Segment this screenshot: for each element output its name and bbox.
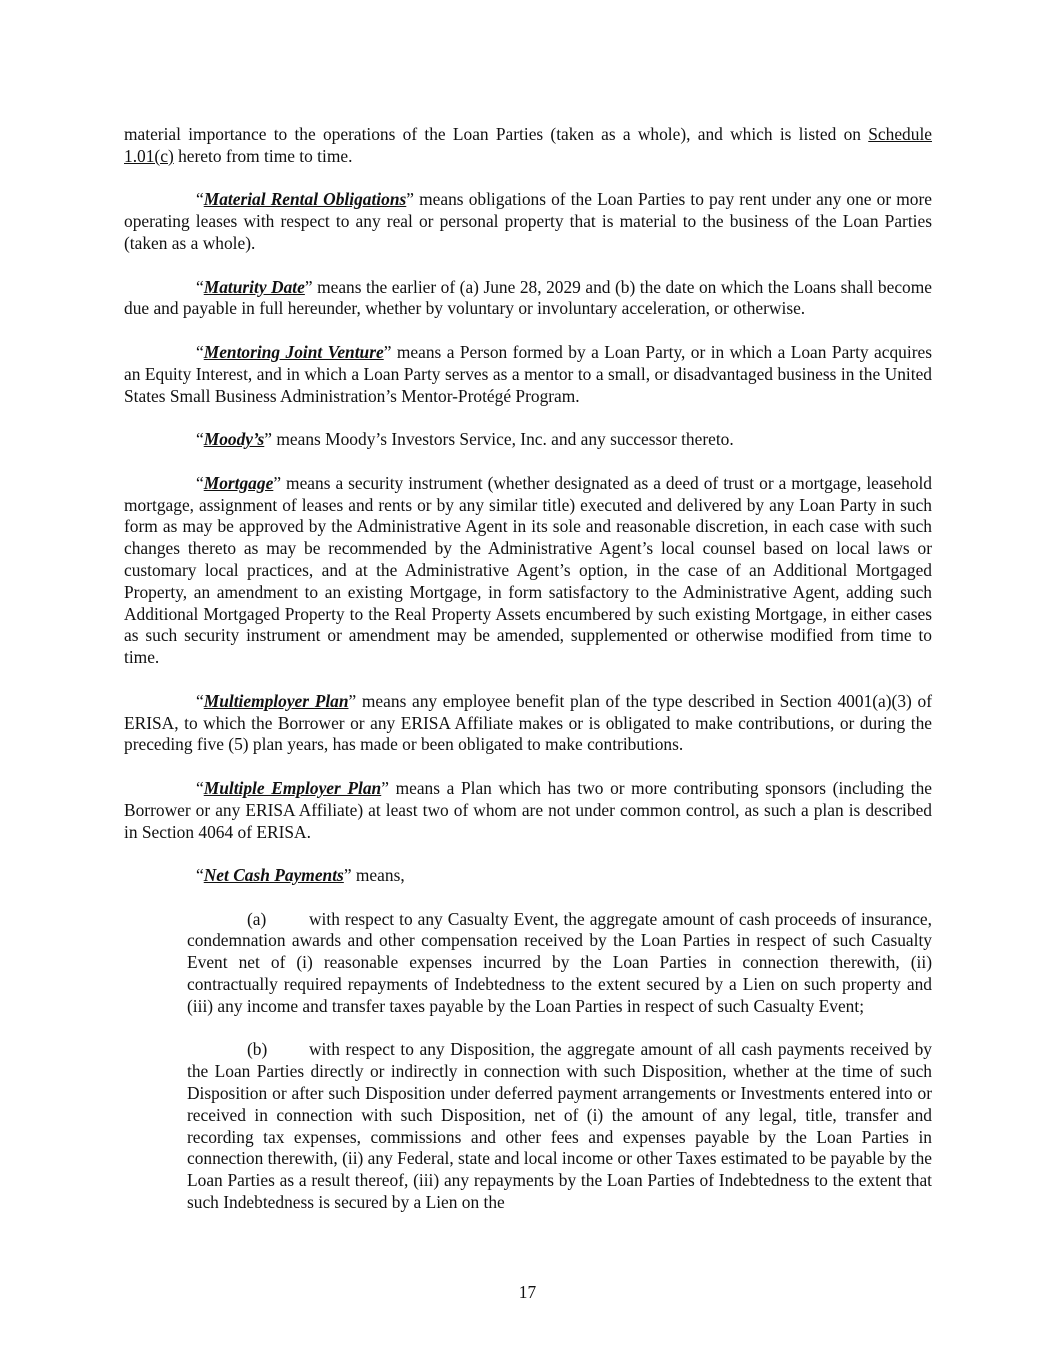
definition-multiemployer-plan <box>124 691 932 756</box>
definition-mentoring-joint-venture <box>124 342 932 407</box>
definition-net-cash-payments <box>124 865 932 887</box>
quote: “ <box>196 865 204 886</box>
document-page <box>124 124 932 1236</box>
defined-term: Moody’s <box>203 429 265 450</box>
defined-term: Net Cash Payments <box>203 865 344 886</box>
defined-term: Material Rental Obligations <box>203 189 407 210</box>
quote: “ <box>196 690 204 711</box>
subclause-label: (a) <box>247 908 267 929</box>
quote: ” <box>304 276 313 297</box>
quote: “ <box>196 777 204 798</box>
quote: “ <box>196 341 204 362</box>
quote: ” <box>383 341 392 362</box>
definition-text: means a Plan which has two or more contributing sponsors (including the Borrower or any ERISA Affiliate) at least two of whom are not under common control, as such a plan is described in Section 4064 of ERISA. <box>124 777 932 842</box>
definition-text: means any employee benefit plan of the type described in Section 4001(a)(3) of ERISA, to which the Borrower or any ERISA Affiliate makes or is obligated to make contributions, or during the preceding five (5) plan years, has made or been obligated to make contributions. <box>124 690 932 755</box>
defined-term: Multiemployer Plan <box>203 690 349 711</box>
subclause-text: with respect to any Disposition, the aggregate amount of all cash payments received by the Loan Parties directly or indirectly in connection with such Disposition, whether at the time of such Disposition or after such Disposition under deferred payment arrangements or Investments entered into or received in connection with such Disposition, net of (i) the amount of any legal, title, transfer and recording tax expenses, commissions and other fees and expenses payable by the Loan Parties in connection therewith, (ii) any Federal, state and local income or other Taxes estimated to be payable by the Loan Parties as a result thereof, (iii) any repayments by the Loan Parties of Indebtedness to the extent that such Indebtedness is secured by a Lien on the <box>187 1039 932 1213</box>
defined-term: Maturity Date <box>203 276 305 297</box>
quote: ” <box>348 690 357 711</box>
subclause-a <box>187 909 932 1018</box>
definition-multiple-employer-plan <box>124 778 932 843</box>
quote: ” <box>343 865 352 886</box>
definition-text: means the earlier of (a) June 28, 2029 and (b) the date on which the Loans shall become due and payable in full hereunder, whether by voluntary or involuntary acceleration, or otherwise. <box>124 276 933 319</box>
subclause-b <box>187 1039 932 1213</box>
definition-text: means a security instrument (whether designated as a deed of trust or a mortgage, leasehold mortgage, assignment of leases and rents or by any similar title) executed and delivered by any Loan Party in such form as may be approved by the Administrative Agent in its sole and reasonable discretion, in each case with such changes thereto as may be recommended by the Administrative Agent’s local counsel based on local laws or customary local practices, and at the Administrative Agent’s option, in the case of an Additional Mortgaged Property, an amendment to an existing Mortgage, in form satisfactory to the Administrative Agent, adding such Additional Mortgaged Property to the Real Property Assets encumbered by such existing Mortgage, in either cases as such security instrument or amendment may be amended, supplemented or otherwise modified from time to time. <box>124 472 932 668</box>
definition-material-rental-obligations <box>124 189 932 254</box>
continuation-paragraph <box>124 124 932 168</box>
subclause-label: (b) <box>247 1039 268 1060</box>
quote: ” <box>264 429 273 450</box>
continuation-text-end: hereto from time to time. <box>173 145 353 166</box>
page-number: 17 <box>518 1282 537 1302</box>
subclause-text: with respect to any Casualty Event, the aggregate amount of cash proceeds of insurance, condemnation awards and other compensation received by the Loan Parties in respect of such Casualty Event net of (i) reasonable expenses incurred by the Loan Parties in connection therewith, (ii) contractually required repayments of Indebtedness to the extent secured by a Lien on such property and (iii) any income and transfer taxes payable by the Loan Parties in respect of such Casualty Event; <box>187 908 932 1016</box>
defined-term: Mentoring Joint Venture <box>203 341 384 362</box>
definition-moodys <box>124 429 932 451</box>
definition-text: means Moody’s Investors Service, Inc. and any successor thereto. <box>272 429 734 450</box>
schedule-reference: Schedule 1.01(c) <box>124 124 932 166</box>
definition-mortgage <box>124 473 932 669</box>
defined-term: Mortgage <box>203 472 274 493</box>
definition-text: means a Person formed by a Loan Party, or in which a Loan Party acquires an Equity Interest, and in which a Loan Party serves as a mentor to a small, or disadvantaged business in the United States Small Business Administration’s Mentor-Protégé Program. <box>124 341 932 406</box>
quote: “ <box>196 472 204 493</box>
definition-maturity-date <box>124 277 932 321</box>
definition-text: means, <box>351 865 405 886</box>
quote: ” <box>273 472 282 493</box>
defined-term: Multiple Employer Plan <box>203 777 382 798</box>
continuation-text: material importance to the operations of the Loan Parties (taken as a whole), and which is listed on <box>124 124 869 144</box>
quote: “ <box>196 189 204 210</box>
quote: ” <box>381 777 389 798</box>
quote: “ <box>196 429 204 450</box>
quote: ” <box>406 189 415 210</box>
quote: “ <box>196 276 204 297</box>
definition-text: means obligations of the Loan Parties to pay rent under any one or more operating leases with respect to any real or personal property that is material to the business of the Loan Parties (taken as a whole). <box>124 189 932 253</box>
